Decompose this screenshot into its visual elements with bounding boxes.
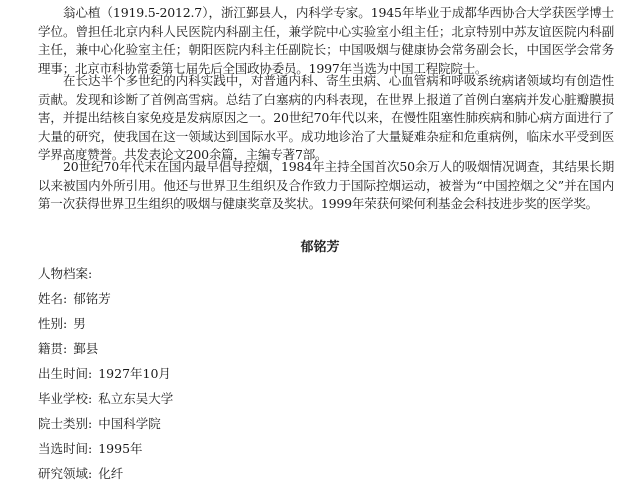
field-label: 毕业学校: [38, 391, 93, 406]
field-value: 郁铭芳 [73, 291, 111, 306]
field-value: 1927年10月 [98, 366, 171, 381]
field-value: 私立东吴大学 [98, 391, 174, 406]
field-label: 院士类别: [38, 416, 93, 431]
field-row-school [38, 391, 173, 416]
field-row-elected [38, 441, 173, 466]
field-value: 1995年 [98, 441, 143, 456]
field-row-academy [38, 416, 173, 441]
profile-title: 郁铭芳 [300, 240, 340, 255]
field-label: 出生时间: [38, 366, 93, 381]
field-label: 姓名: [38, 291, 68, 306]
field-row-hometown [38, 341, 173, 366]
field-row-gender [38, 316, 173, 341]
field-label: 人物档案: [38, 266, 93, 281]
field-value: 鄞县 [73, 341, 99, 356]
field-value: 化纤 [98, 466, 124, 481]
field-row-research [38, 466, 173, 491]
field-label: 研究领域: [38, 466, 93, 481]
field-label: 当选时间: [38, 441, 93, 456]
field-row-birth [38, 366, 173, 391]
field-value: 中国科学院 [98, 416, 161, 431]
field-row-name [38, 291, 173, 316]
bio-paragraph-2: 在长达半个多世纪的内科实践中，对普通内科、寄生虫病、心血管病和呼吸系统病诸领域均有创造性贡献。发现和诊断了首例高雪病。总结了白塞病的内科表现，在世界上报道了首例白塞病并发心脏瓣膜损害，并提出结核自家免疫是发病原因之一。20世纪70年代以来，在慢性阻塞性肺疾病和肺心病方面进行了大量的研究，使我国在这一领域达到国际水平。成功地诊治了大量疑难杂症和危重病例，临床水平受到医学界高度赞誉。共发表论文200余篇，主编专著7部。 [38, 73, 614, 162]
profile-fields [38, 266, 173, 491]
bio-paragraph-3: 20世纪70年代末在国内最早倡导控烟，1984年主持全国首次50余万人的吸烟情况调查，其结果长期以来被国内外所引用。他还与世界卫生组织及合作致力于国际控烟运动，被誉为“中国控烟之父”并在国内第一次获得世界卫生组织的吸烟与健康奖章及奖状。1999年荣获何梁何利基金会科技进步奖的医学奖。 [38, 159, 614, 211]
field-label: 籍贯: [38, 341, 68, 356]
bio-paragraph-1: 翁心植（1919.5-2012.7），浙江鄞县人，内科学专家。1945年毕业于成都华西协合大学获医学博士学位。曾担任北京内科人民医院内科副主任，兼学院中心实验室小组主任；北京特别中苏友谊医院内科副主任，兼中心化验室主任；朝阳医院内科主任副院长；中国吸烟与健康协会常务副会长，中国医学会常务理事；北京市科协常委第七届先后全国政协委员。1997年当选为中国工程院院士。 [38, 5, 614, 76]
field-row-archive [38, 266, 173, 291]
field-label: 性别: [38, 316, 68, 331]
field-value: 男 [73, 316, 86, 331]
